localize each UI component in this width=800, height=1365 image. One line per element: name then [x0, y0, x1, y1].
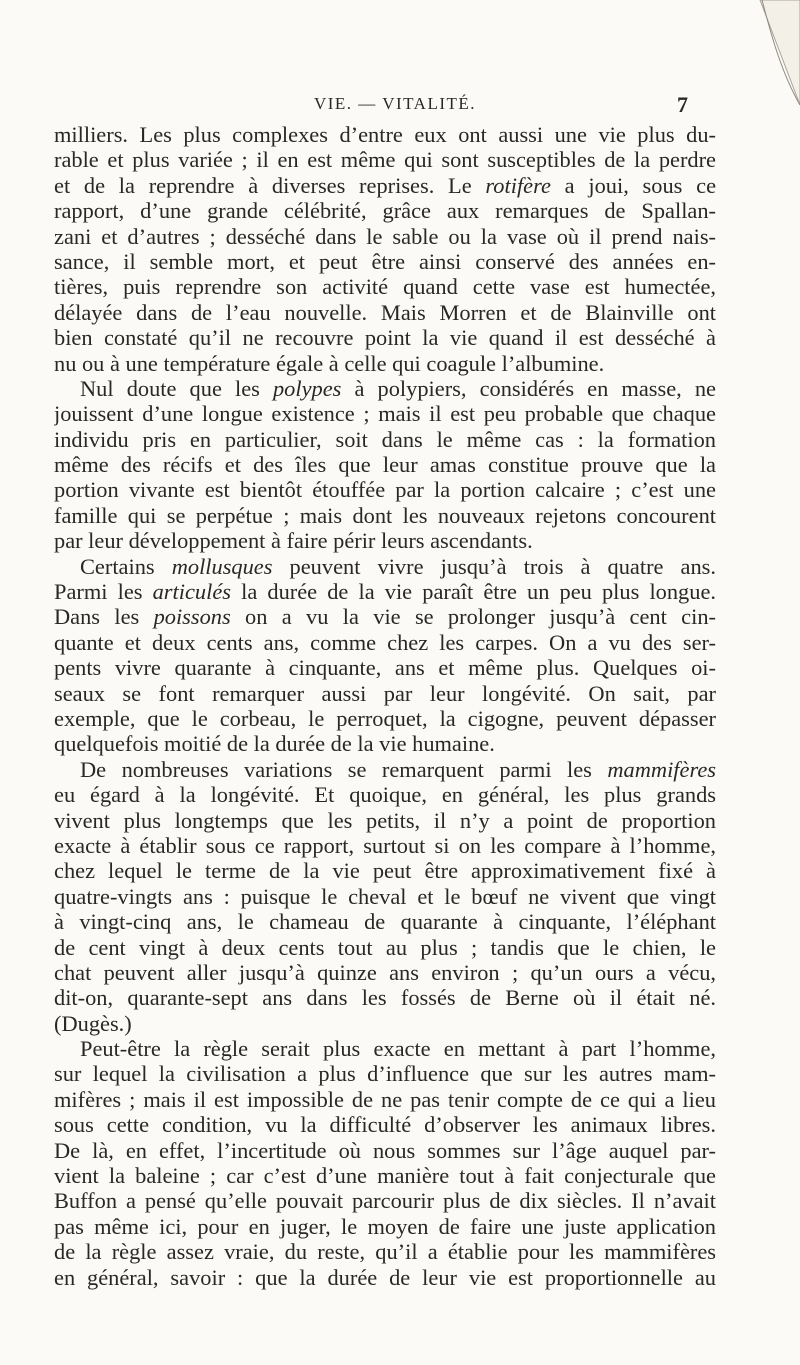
text-line: pents vivre quarante à cinquante, ans et même plus. Quelques oi-: [54, 655, 716, 681]
text-line: sur lequel la civilisation a plus d’influence que sur les autres mam-: [54, 1061, 716, 1087]
page-number: 7: [677, 92, 688, 117]
text-run: a joui, sous ce: [550, 172, 716, 198]
text-line: rapport, d’une grande célébrité, grâce aux remarques de Spallan-: [54, 198, 716, 224]
text-line: de cent vingt à deux cents tout au plus ; tandis que le chien, le: [54, 934, 716, 960]
text-line: (Dugès.): [54, 1010, 132, 1036]
text-line: sance, il semble mort, et peut être ainsi conservé des années en-: [54, 248, 716, 274]
text-line: bien constaté qu’il ne recouvre point la vie quand il est desséché à: [54, 325, 716, 351]
text-run: De nombreuses variations se remarquent parmi les: [80, 756, 608, 782]
text-line: [54, 757, 716, 782]
italic-term: poissons: [153, 604, 231, 630]
text-line: [54, 604, 716, 629]
text-run: la durée de la vie paraît être un peu plus longue.: [230, 579, 716, 605]
text-line: de la règle assez vraie, du reste, qu’il a établie pour les mammifères: [54, 1239, 716, 1265]
text-line: [54, 554, 716, 579]
text-run: peuvent vivre jusqu’à trois à quatre ans.: [272, 553, 716, 579]
text-line: sous cette condition, vu la difficulté d’observer les animaux libres.: [54, 1112, 716, 1138]
text-line: portion vivante est bientôt étouffée par la portion calcaire ; c’est une: [54, 477, 716, 503]
text-line: nu ou à une température égale à celle qui coagule l’albumine.: [54, 350, 605, 376]
text-line: délayée dans de l’eau nouvelle. Mais Morren et de Blainville ont: [54, 299, 716, 325]
text-line: quelquefois moitié de la durée de la vie humaine.: [54, 731, 495, 757]
text-line: Buffon a pensé qu’elle pouvait parcourir plus de dix siècles. Il n’avait: [54, 1188, 716, 1214]
text-line: [54, 579, 716, 604]
text-line: jouissent d’une longue existence ; mais il est peu probable que chaque: [54, 401, 716, 427]
text-line: Peut-être la règle serait plus exacte en mettant à part l’homme,: [80, 1036, 716, 1062]
text-line: chez lequel le terme de la vie peut être approximativement fixé à: [54, 858, 716, 884]
text-line: milliers. Les plus complexes d’entre eux ont aussi une vie plus du-: [54, 122, 716, 147]
text-line: [54, 376, 716, 401]
text-line: tières, puis reprendre son activité quand cette vase est humectée,: [54, 274, 716, 300]
italic-term: mollusques: [171, 553, 273, 579]
text-line: individu pris en particulier, soit dans le même cas : la formation: [54, 426, 716, 452]
text-line: quatre-vingts ans : puisque le cheval et le bœuf ne vivent que vingt: [54, 883, 716, 909]
italic-term: rotifère: [485, 172, 551, 198]
text-line: rable et plus variée ; il en est même qui sont susceptibles de la perdre: [54, 147, 716, 173]
folded-corner: [710, 0, 800, 110]
italic-term: mammifères: [607, 756, 716, 782]
text-run: Nul doute que les: [80, 375, 273, 401]
text-line: eu égard à la longévité. Et quoique, en général, les plus grands: [54, 782, 716, 808]
text-run: Parmi les: [54, 579, 153, 605]
italic-term: polypes: [272, 375, 342, 401]
text-line: exemple, que le corbeau, le perroquet, la cigogne, peuvent dépasser: [54, 705, 716, 731]
text-line: à vingt-cinq ans, le chameau de quarante à cinquante, l’éléphant: [54, 909, 716, 935]
text-line: chat peuvent aller jusqu’à quinze ans environ ; qu’un ours a vécu,: [54, 959, 716, 985]
text-line: famille qui se perpétue ; mais dont les nouveaux rejetons concourent: [54, 502, 716, 528]
running-head: [102, 92, 688, 122]
text-line: seaux se font remarquer aussi par leur longévité. On sait, par: [54, 680, 716, 706]
text-line: vivent plus longtemps que les petits, il n’y a point de proportion: [54, 807, 716, 833]
text-line: De là, en effet, l’incertitude où nous sommes sur l’âge auquel par-: [54, 1137, 716, 1163]
text-line: mifères ; mais il est impossible de ne pas tenir compte de ce qui a lieu: [54, 1086, 716, 1112]
text-run: Dans les: [54, 604, 154, 630]
text-line: en général, savoir : que la durée de leur vie est proportionnelle au: [54, 1264, 716, 1290]
text-run: Certains: [80, 553, 172, 579]
text-line: exacte à établir sous ce rapport, surtout si on les compare à l’homme,: [54, 832, 716, 858]
text-run: on a vu la vie se prolonger jusqu’à cent cin-: [230, 604, 716, 630]
text-run: et de la reprendre à diverses reprises. Le: [54, 172, 486, 198]
running-title: VIE. — VITALITÉ.: [313, 94, 477, 113]
text-line: par leur développement à faire périr leurs ascendants.: [54, 528, 533, 554]
text-line: vient la baleine ; car c’est d’une manière tout à fait conjecturale que: [54, 1163, 716, 1189]
text-line: dit-on, quarante-sept ans dans les fossés de Berne où il était né.: [54, 985, 716, 1011]
text-run: à polypiers, considérés en masse, ne: [341, 375, 716, 401]
text-line: [54, 173, 716, 198]
italic-term: articulés: [152, 579, 231, 605]
text-line: même des récifs et des îles que leur amas constitue prouve que la: [54, 452, 716, 478]
text-line: pas même ici, pour en juger, le moyen de faire une juste application: [54, 1213, 716, 1239]
text-line: quante et deux cents ans, comme chez les carpes. On a vu des ser-: [54, 629, 716, 655]
body-text: [54, 122, 716, 1290]
text-line: zani et d’autres ; desséché dans le sable ou la vase où il prend nais-: [54, 223, 716, 249]
